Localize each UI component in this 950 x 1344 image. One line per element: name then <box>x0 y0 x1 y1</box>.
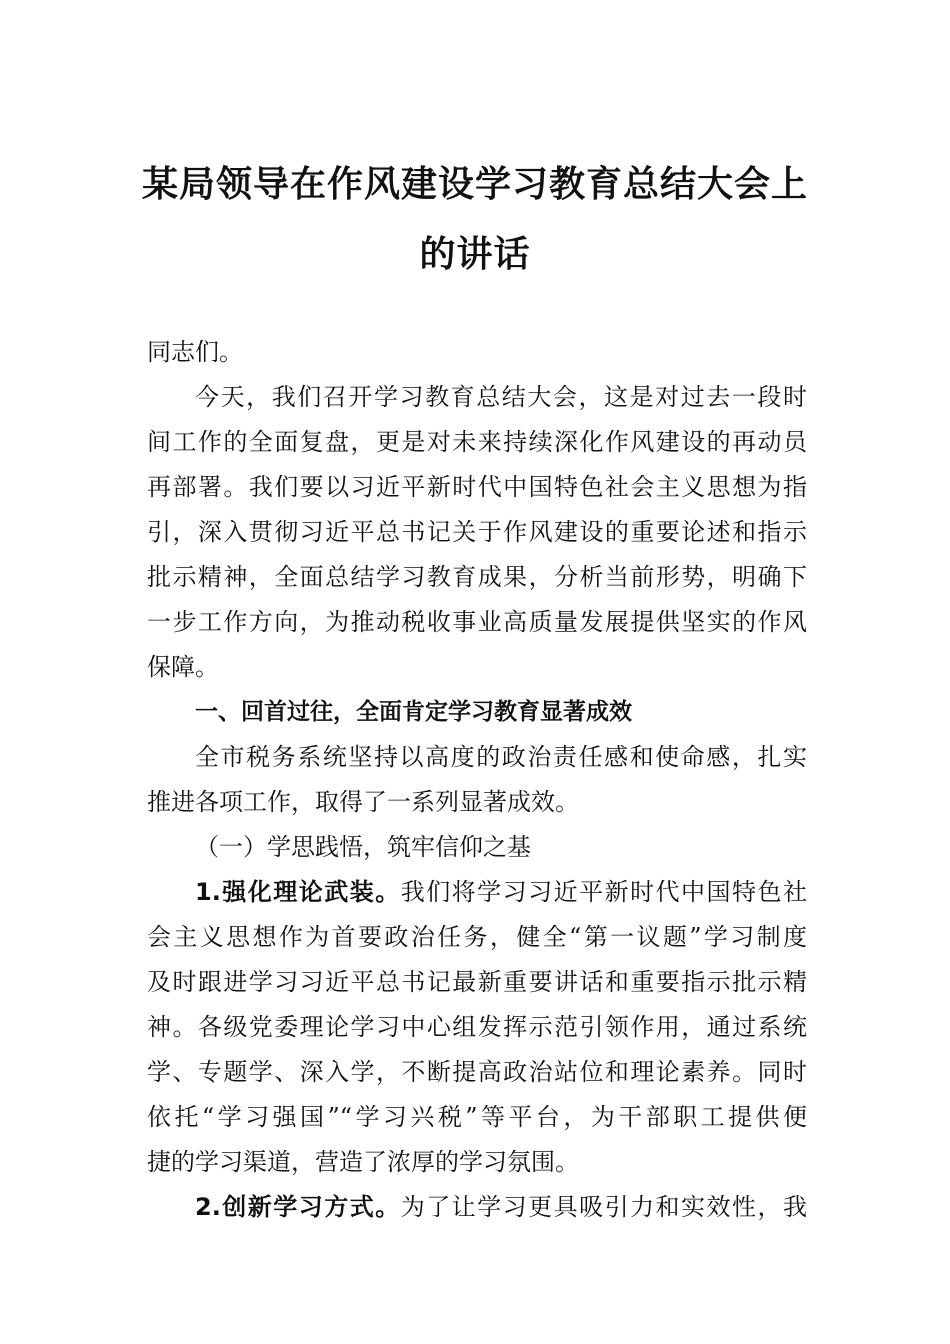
intro-line: 一步工作方向，为推动税收事业高质量发展提供坚实的作风 <box>147 608 807 636</box>
item-first-line <box>147 1185 807 1230</box>
item-line: 会主义思想作为首要政治任务，健全“第一议题”学习制度 <box>147 923 807 951</box>
document-title-line-1: 某局领导在作风建设学习教育总结大会上 <box>141 164 808 205</box>
item-line: 及时跟进学习习近平总书记最新重要讲话和重要指示批示精 <box>147 968 807 996</box>
intro-line: 今天，我们召开学习教育总结大会，这是对过去一段时 <box>195 383 807 411</box>
document-body <box>147 330 807 1230</box>
intro-line: 保障。 <box>147 653 219 681</box>
intro-line: 再部署。我们要以习近平新时代中国特色社会主义思想为指 <box>147 473 807 501</box>
item-line: 依托“学习强国”“学习兴税”等平台，为干部职工提供便 <box>147 1103 807 1131</box>
item-line: 学、专题学、深入学，不断提高政治站位和理论素养。同时 <box>147 1058 807 1086</box>
intro-line: 引，深入贯彻习近平总书记关于作风建设的重要论述和指示 <box>147 518 807 546</box>
item-first-line <box>147 870 807 915</box>
item-text: 为了让学习更具吸引力和实效性，我 <box>400 1193 807 1221</box>
section-line: 全市税务系统坚持以高度的政治责任感和使命感，扎实 <box>195 743 807 771</box>
document-title-line-2: 的讲话 <box>419 234 531 275</box>
section-heading: 一、回首过往，全面肯定学习教育显著成效 <box>195 699 632 725</box>
item-lead: 1.强化理论武装。 <box>195 878 401 906</box>
intro-line: 批示精神，全面总结学习教育成果，分析当前形势，明确下 <box>147 563 807 591</box>
item-line: 神。各级党委理论学习中心组发挥示范引领作用，通过系统 <box>147 1013 807 1041</box>
intro-line: 间工作的全面复盘，更是对未来持续深化作风建设的再动员 <box>147 428 807 456</box>
item-line: 捷的学习渠道，营造了浓厚的学习氛围。 <box>147 1148 579 1176</box>
item-lead: 2.创新学习方式。 <box>195 1193 401 1221</box>
item-text: 我们将学习习近平新时代中国特色社 <box>400 878 807 906</box>
subsection-heading: （一）学思践悟，筑牢信仰之基 <box>195 833 531 861</box>
section-line: 推进各项工作，取得了一系列显著成效。 <box>147 788 579 816</box>
salutation: 同志们。 <box>147 338 243 366</box>
